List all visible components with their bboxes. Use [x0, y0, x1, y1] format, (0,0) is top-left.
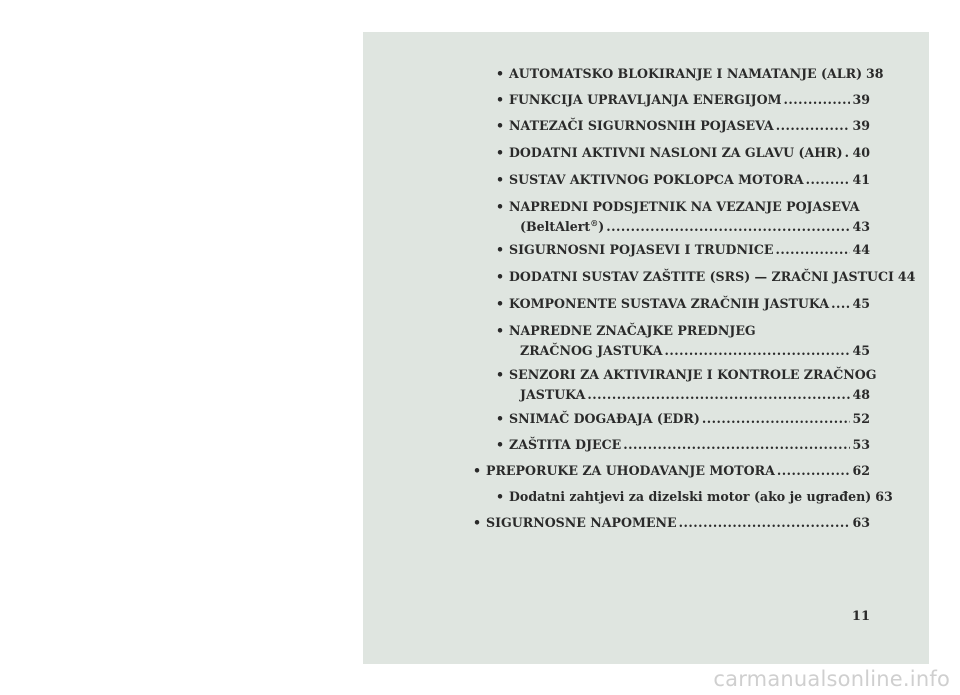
toc-entry[interactable] [473, 461, 870, 481]
toc-entry[interactable] [496, 90, 870, 110]
bullet-icon: • [473, 515, 482, 530]
toc-entry[interactable] [496, 365, 877, 405]
bullet-icon: • [496, 269, 505, 284]
toc-entry-title: ZRAČNOG JASTUKA [520, 343, 663, 358]
toc-entry[interactable] [496, 267, 916, 287]
toc-entry-line [509, 90, 870, 110]
toc-entry-line [509, 197, 870, 217]
toc-entry-line [509, 116, 870, 136]
toc-entry-line [509, 487, 893, 507]
toc-entry[interactable] [496, 487, 893, 507]
toc-entry[interactable] [473, 513, 870, 533]
bullet-icon: • [496, 242, 505, 257]
toc-entry-page: 45 [852, 343, 870, 358]
toc-entry-page: 44 [897, 269, 916, 284]
toc-entry-title: JASTUKA [520, 387, 586, 402]
toc-entry-page: 39 [852, 118, 870, 133]
toc-entry-title: SENZORI ZA AKTIVIRANJE I KONTROLE ZRAČNOG [509, 367, 877, 382]
dot-leader [845, 143, 851, 163]
bullet-icon: • [496, 66, 505, 81]
toc-entry-line [509, 321, 870, 341]
toc-entry-page: 41 [852, 172, 870, 187]
toc-entry-page: 39 [852, 92, 870, 107]
toc-entry-line [520, 385, 870, 405]
toc-entry-page: 38 [866, 66, 884, 81]
bullet-icon: • [496, 145, 505, 160]
bullet-icon: • [496, 437, 505, 452]
bullet-icon: • [496, 199, 505, 214]
toc-entry-title: SIGURNOSNE NAPOMENE [486, 515, 677, 530]
watermark: carmanualsonline.info [713, 667, 950, 691]
toc-entry[interactable] [496, 143, 870, 163]
toc-entry-line [509, 365, 877, 385]
toc-entry-page: 63 [852, 515, 870, 530]
bullet-icon: • [496, 323, 505, 338]
toc-entry[interactable] [496, 197, 870, 237]
dot-leader [776, 240, 851, 260]
toc-entry-title: (BeltAlert®) [520, 217, 605, 234]
toc-entry-title: SNIMAČ DOGAĐAJA (EDR) [509, 411, 700, 426]
dot-leader [606, 217, 850, 237]
toc-entry-title: NAPREDNE ZNAČAJKE PREDNJEG [509, 323, 756, 338]
dot-leader [623, 435, 850, 455]
dot-leader [784, 90, 851, 110]
toc-entry-title: NATEZAČI SIGURNOSNIH POJASEVA [509, 118, 774, 133]
toc-entry-line [486, 461, 870, 481]
toc-entry-page: 52 [852, 411, 870, 426]
toc-entry-line [486, 513, 870, 533]
toc-entry[interactable] [496, 409, 870, 429]
toc-entry-title: Dodatni zahtjevi za dizelski motor (ako je ugrađen) [509, 489, 872, 504]
toc-entry[interactable] [496, 116, 870, 136]
toc-entry-title: PREPORUKE ZA UHODAVANJE MOTORA [486, 463, 775, 478]
toc-entry-line [520, 341, 870, 361]
bullet-icon: • [496, 367, 505, 382]
toc-entry-page: 40 [852, 145, 870, 160]
toc-entry-title: SIGURNOSNI POJASEVI I TRUDNICE [509, 242, 774, 257]
toc-entry[interactable] [496, 321, 870, 361]
document-page [363, 32, 929, 664]
toc-entry-page: 63 [875, 489, 893, 504]
toc-entry-title: KOMPONENTE SUSTAVA ZRAČNIH JASTUKA [509, 296, 830, 311]
toc-entry-line [509, 435, 870, 455]
page-number: 11 [851, 609, 870, 624]
bullet-icon: • [496, 118, 505, 133]
toc-entry-title: SUSTAV AKTIVNOG POKLOPCA MOTORA [509, 172, 804, 187]
toc-entry-line [509, 240, 870, 260]
toc-entry-title: DODATNI AKTIVNI NASLONI ZA GLAVU (AHR) [509, 145, 843, 160]
bullet-icon: • [496, 489, 505, 504]
bullet-icon: • [496, 411, 505, 426]
toc-entry-line [509, 294, 870, 314]
bullet-icon: • [473, 463, 482, 478]
toc-entry-line [509, 409, 870, 429]
toc-entry[interactable] [496, 240, 870, 260]
toc-entry-line [509, 267, 916, 287]
toc-entry-page: 48 [852, 387, 870, 402]
toc-entry-line [509, 64, 884, 84]
toc-entry-page: 62 [852, 463, 870, 478]
toc-entry-title: ZAŠTITA DJECE [509, 437, 622, 452]
bullet-icon: • [496, 296, 505, 311]
toc-entry[interactable] [496, 170, 870, 190]
toc-entry-page: 45 [852, 296, 870, 311]
toc-entry-title: AUTOMATSKO BLOKIRANJE I NAMATANJE (ALR) [509, 66, 863, 81]
dot-leader [702, 409, 851, 429]
toc-entry-line [509, 170, 870, 190]
bullet-icon: • [496, 172, 505, 187]
dot-leader [806, 170, 851, 190]
toc-entry[interactable] [496, 435, 870, 455]
toc-entry-page: 43 [852, 219, 870, 234]
toc-entry-line [520, 217, 870, 237]
dot-leader [777, 461, 851, 481]
toc-entry-line [509, 143, 870, 163]
toc-entry-title: DODATNI SUSTAV ZAŠTITE (SRS) — ZRAČNI JASTUCI [509, 269, 894, 284]
toc-entry[interactable] [496, 64, 884, 84]
dot-leader [776, 116, 851, 136]
bullet-icon: • [496, 92, 505, 107]
dot-leader [831, 294, 850, 314]
dot-leader [679, 513, 851, 533]
toc-entry-page: 53 [852, 437, 870, 452]
dot-leader [664, 341, 850, 361]
toc-entry-title: NAPREDNI PODSJETNIK NA VEZANJE POJASEVA [509, 199, 860, 214]
toc-entry-title: FUNKCIJA UPRAVLJANJA ENERGIJOM [509, 92, 782, 107]
toc-entry[interactable] [496, 294, 870, 314]
toc-entry-page: 44 [852, 242, 870, 257]
dot-leader [587, 385, 850, 405]
